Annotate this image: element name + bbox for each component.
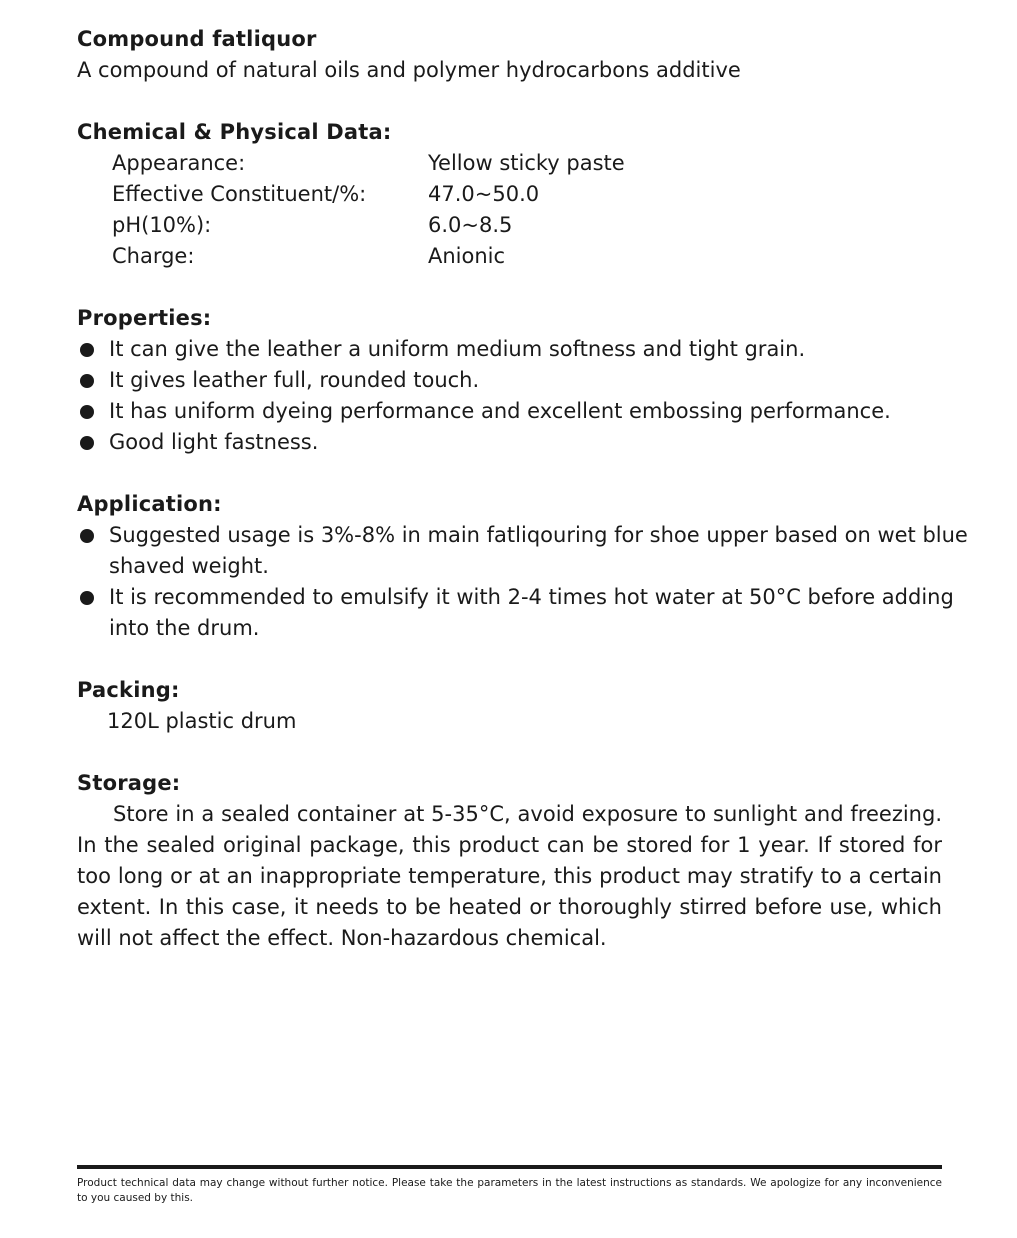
bullet-dot-icon [80,591,94,605]
chemical-table [77,148,942,272]
list-item [77,520,968,582]
bullet-dot-icon [80,343,94,357]
document-body [77,24,968,954]
bullet-dot-icon [80,436,94,450]
chemical-value: 47.0~50.0 [428,182,540,206]
application-heading: Application: [77,492,222,516]
chemical-value: Yellow sticky paste [428,151,625,175]
chemical-value: Anionic [428,244,506,268]
list-item [77,396,942,427]
application-text-continued: shaved weight. [109,554,269,578]
property-text: It gives leather full, rounded touch. [109,368,480,392]
chemical-row [77,148,942,179]
chemical-row [77,179,942,210]
chemical-key: Effective Constituent/%: [112,182,367,206]
footer-disclaimer: Product technical data may change without further notice. Please take the parameters in the latest instructions as standards. We apologize for any inconvenience to you caused by this. [77,1165,942,1206]
list-item [77,582,954,644]
chemical-value: 6.0~8.5 [428,213,513,237]
list-item [77,427,942,458]
storage-text: Store in a sealed container at 5-35°C, avoid exposure to sunlight and freezing. In the sealed original package, this product can be stored for 1 year. If stored for too long or at an inappropriate temperature, this product may stratify to a certain extent. In this case, it needs to be heated or thoroughly stirred before use, which will not affect the effect. Non-hazardous chemical. [77,802,942,950]
properties-list [77,334,942,458]
bullet-dot-icon [80,374,94,388]
application-text: It is recommended to emulsify it with 2-4 times hot water at 50°C before adding [109,585,954,609]
application-text: Suggested usage is 3%-8% in main fatliqouring for shoe upper based on wet blue [109,523,968,547]
bullet-dot-icon [80,405,94,419]
chemical-row [77,241,942,272]
chemical-row [77,210,942,241]
application-list [77,520,968,644]
property-text: It has uniform dyeing performance and excellent embossing performance. [109,399,891,423]
storage-heading: Storage: [77,771,181,795]
product-title: Compound fatliquor [77,27,317,51]
product-subtitle: A compound of natural oils and polymer hydrocarbons additive [77,58,741,82]
property-text: Good light fastness. [109,430,319,454]
property-text: It can give the leather a uniform medium softness and tight grain. [109,337,806,361]
chemical-key: Charge: [112,244,195,268]
properties-heading: Properties: [77,306,212,330]
list-item [77,334,942,365]
chemical-heading: Chemical & Physical Data: [77,120,392,144]
packing-text: 120L plastic drum [107,709,297,733]
bullet-dot-icon [80,529,94,543]
chemical-key: Appearance: [112,151,246,175]
list-item [77,365,942,396]
application-text-continued: into the drum. [109,616,260,640]
chemical-key: pH(10%): [112,213,212,237]
packing-heading: Packing: [77,678,180,702]
